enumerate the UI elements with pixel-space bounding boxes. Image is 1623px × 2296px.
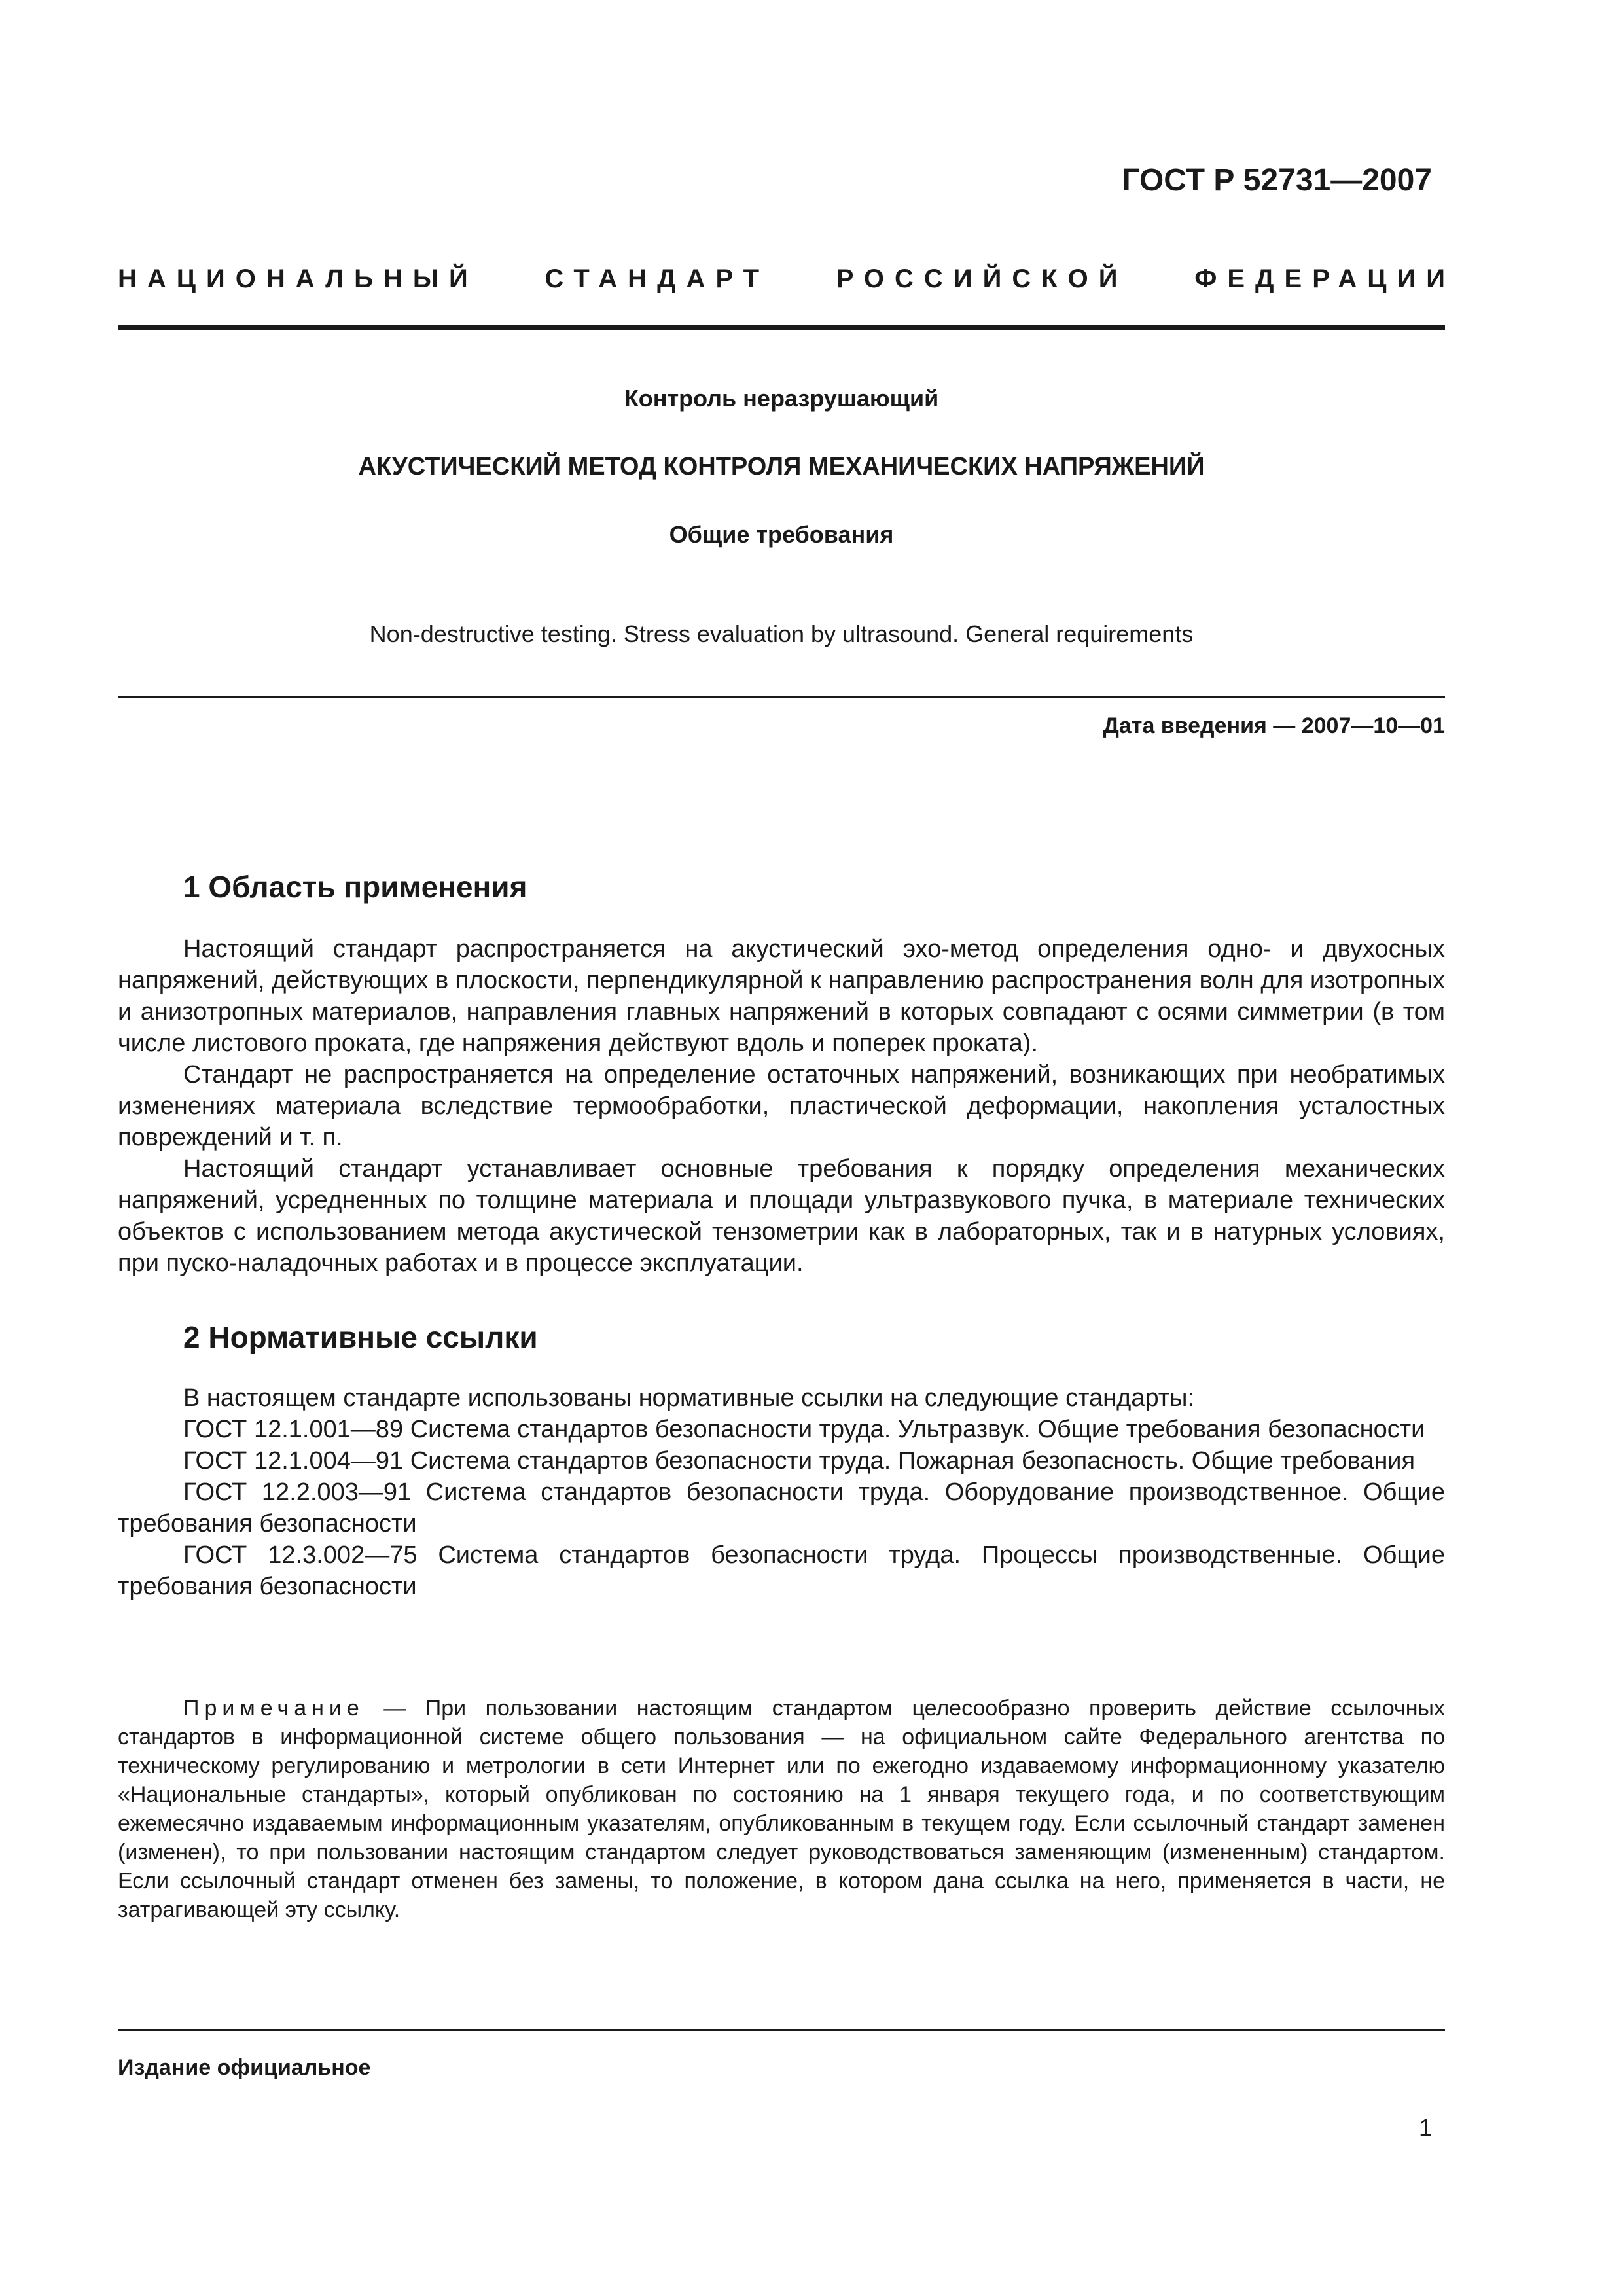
banner-word: РОССИЙСКОЙ: [836, 264, 1128, 293]
reference-item: ГОСТ 12.2.003—91 Система стандартов безопасности труда. Оборудование производственное. Общие требования безопасности: [118, 1479, 1445, 1537]
section-1-body: [118, 933, 1445, 1279]
reference-item: ГОСТ 12.3.002—75 Система стандартов безопасности труда. Процессы производственные. Общие требования безопасности: [118, 1541, 1445, 1600]
title-subtitle: Общие требования: [669, 521, 894, 548]
paragraph: Стандарт не распространяется на определение остаточных напряжений, возникающих при необратимых изменениях материала вследствие термообработки, пластической деформации, накопления усталостных повреждений и т. п.: [118, 1061, 1445, 1151]
introduction-date: Дата введения — 2007—10—01: [1103, 713, 1445, 738]
banner-word: НАЦИОНАЛЬНЫЙ: [118, 264, 478, 293]
header-divider: [118, 325, 1445, 330]
edition-label: Издание официальное: [118, 2055, 371, 2080]
note: [118, 1694, 1445, 1924]
references-intro: В настоящем стандарте использованы нормативные ссылки на следующие стандарты:: [183, 1384, 1195, 1412]
title-divider: [118, 696, 1445, 698]
title-category: Контроль неразрушающий: [624, 385, 939, 412]
main-title: АКУСТИЧЕСКИЙ МЕТОД КОНТРОЛЯ МЕХАНИЧЕСКИХ НАПРЯЖЕНИЙ: [358, 453, 1205, 480]
reference-item: ГОСТ 12.1.004—91 Система стандартов безопасности труда. Пожарная безопасность. Общие требования: [183, 1447, 1416, 1475]
section-1-heading: 1 Область применения: [183, 870, 527, 904]
footer-divider: [118, 2029, 1445, 2031]
section-2-body: [118, 1382, 1445, 1602]
section-2-heading: 2 Нормативные ссылки: [183, 1320, 538, 1354]
document-number: ГОСТ Р 52731—2007: [1122, 163, 1432, 198]
note-label: Примечание: [183, 1696, 365, 1721]
page-number: 1: [1418, 2114, 1432, 2141]
paragraph: Настоящий стандарт распространяется на акустический эхо-метод определения одно- и двухосных напряжений, действующих в плоскости, перпендикулярной к направлению распространения волн для изотропных и анизотропных материалов, направления главных напряжений в которых совпадают с осями симметрии (в том числе листового проката, где напряжения действуют вдоль и поперек проката).: [118, 935, 1445, 1057]
national-standard-banner: [118, 264, 1455, 294]
paragraph: Настоящий стандарт устанавливает основные требования к порядку определения механических напряжений, усредненных по толщине материала и площади ультразвукового пучка, в материале технических объектов с использованием метода акустической тензометрии как в лабораторных, так и в натурных условиях, при пуско-наладочных работах и в процессе эксплуатации.: [118, 1155, 1445, 1277]
reference-item: ГОСТ 12.1.001—89 Система стандартов безопасности труда. Ультразвук. Общие требования безопасности: [183, 1416, 1425, 1443]
banner-word: СТАНДАРТ: [544, 264, 770, 293]
banner-word: ФЕДЕРАЦИИ: [1194, 264, 1455, 293]
english-title: Non-destructive testing. Stress evaluation by ultrasound. General requirements: [369, 620, 1194, 647]
note-text: — При пользовании настоящим стандартом целесообразно проверить действие ссылочных стандартов в информационной системе общего пользования — на официальном сайте Федерального агентства по техническому регулированию и метрологии в сети Интернет или по ежегодно издаваемому информационному указателю «Национальные стандарты», который опубликован по состоянию на 1 января текущего года, и по соответствующим ежемесячно издаваемым информационным указателям, опубликованным в текущем году. Если ссылочный стандарт заменен (изменен), то при пользовании настоящим стандартом следует руководствоваться заменяющим (измененным) стандартом. Если ссылочный стандарт отменен без замены, то положение, в котором дана ссылка на него, применяется в части, не затрагивающей эту ссылку.: [118, 1696, 1445, 1922]
